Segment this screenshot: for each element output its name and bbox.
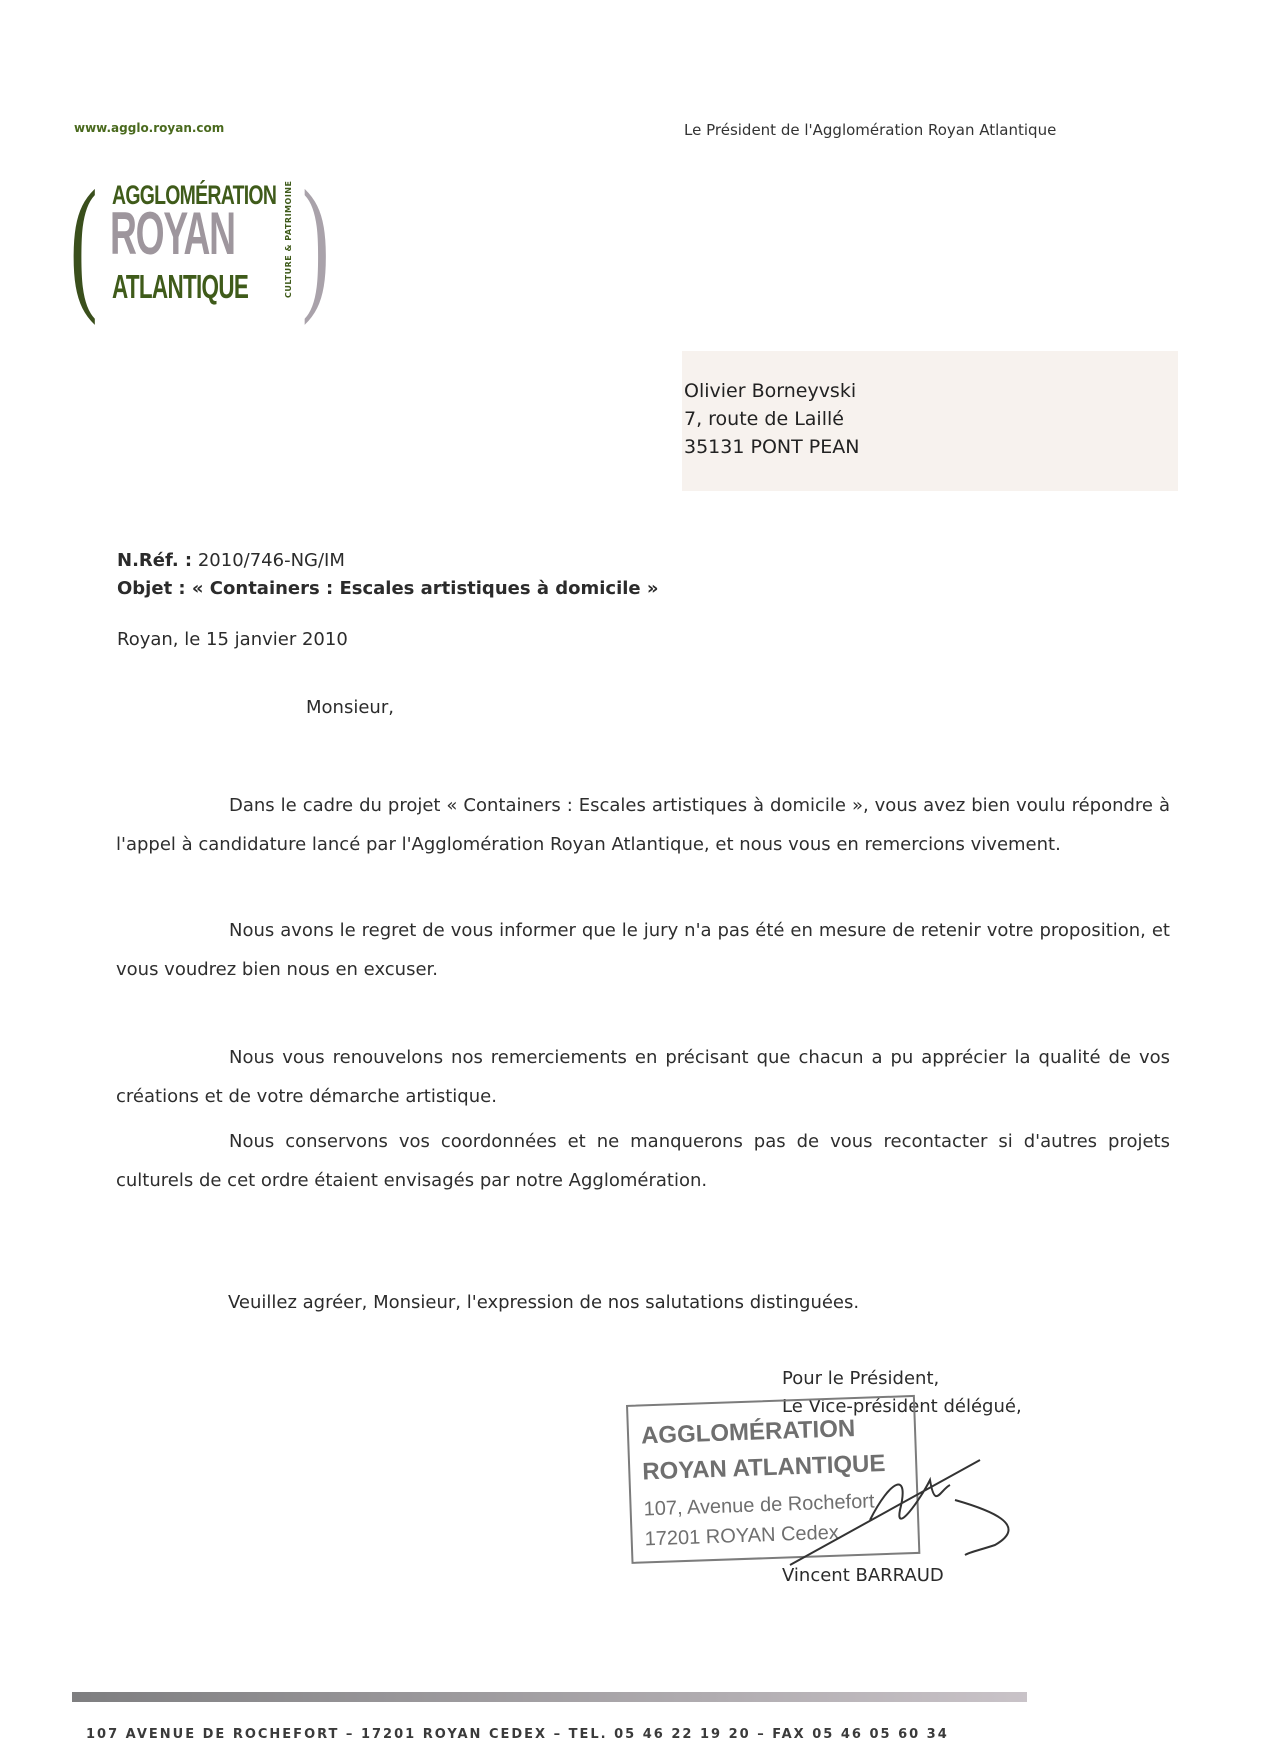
- closing-formula: Veuillez agréer, Monsieur, l'expression de nos salutations distinguées.: [228, 1292, 860, 1313]
- signer-name: Vincent BARRAUD: [782, 1565, 944, 1586]
- footer-divider: [72, 1692, 1027, 1702]
- recipient-city: 35131 PONT PEAN: [684, 436, 860, 458]
- recipient-address-block: [682, 351, 1178, 491]
- body-paragraph: [116, 1038, 1170, 1116]
- salutation: Monsieur,: [306, 697, 394, 718]
- paragraph-text: Nous vous renouvelons nos remerciements en précisant que chacun a pu apprécier la qualité de vos créations et de votre démarche artistique.: [116, 1047, 1170, 1107]
- logo-line-agglomeration: AGGLOMÉRATION: [112, 180, 277, 210]
- logo-line-atlantique: ATLANTIQUE: [112, 268, 249, 305]
- recipient-street: 7, route de Laillé: [684, 408, 844, 430]
- ref-label: N.Réf. :: [117, 550, 193, 571]
- signature-line-1: Pour le Président,: [782, 1368, 940, 1389]
- website-url: www.agglo.royan.com: [74, 121, 225, 135]
- stamp-line-4: 17201 ROYAN Cedex: [644, 1521, 840, 1551]
- logo-side-text: CULTURE & PATRIMOINE: [284, 180, 293, 298]
- stamp-line-1: AGGLOMÉRATION: [640, 1415, 856, 1450]
- footer-address: 107 AVENUE DE ROCHEFORT – 17201 ROYAN CEDEX – TEL. 05 46 22 19 20 – FAX 05 46 05 60 34: [86, 1727, 949, 1742]
- paragraph-text: Nous conservons vos coordonnées et ne manquerons pas de vous recontacter si d'autres projets culturels de cet ordre étaient envisagés par notre Agglomération.: [116, 1131, 1170, 1191]
- object-value: « Containers : Escales artistiques à domicile »: [185, 578, 659, 599]
- body-paragraph: [116, 786, 1170, 864]
- signature-line-2: Le Vice-président délégué,: [782, 1396, 1022, 1417]
- sender-title: Le Président de l'Agglomération Royan Atlantique: [684, 121, 1057, 139]
- agglomeration-logo: [70, 160, 350, 326]
- logo-left-bracket: (: [70, 160, 98, 326]
- body-paragraph: [116, 911, 1170, 989]
- logo-right-bracket: ): [302, 160, 330, 326]
- body-paragraph: [116, 1122, 1170, 1200]
- logo-line-royan: ROYAN: [110, 200, 235, 267]
- handwritten-signature: [780, 1440, 1020, 1580]
- stamp-line-2: ROYAN ATLANTIQUE: [641, 1449, 886, 1486]
- paragraph-text: Dans le cadre du projet « Containers : Escales artistiques à domicile », vous avez bien voulu répondre à l'appel à candidature lancé par l'Agglomération Royan Atlantique, et nous vous en remercions vivement.: [116, 795, 1170, 855]
- ref-value: 2010/746-NG/IM: [192, 550, 345, 571]
- reference-block: [117, 547, 659, 603]
- object-label: Objet :: [117, 578, 186, 599]
- stamp-line-3: 107, Avenue de Rochefort: [643, 1490, 875, 1521]
- recipient-name: Olivier Borneyvski: [684, 380, 857, 402]
- paragraph-text: Nous avons le regret de vous informer que le jury n'a pas été en mesure de retenir votre proposition, et vous voudrez bien nous en excuser.: [116, 920, 1170, 980]
- date-line: Royan, le 15 janvier 2010: [117, 629, 348, 650]
